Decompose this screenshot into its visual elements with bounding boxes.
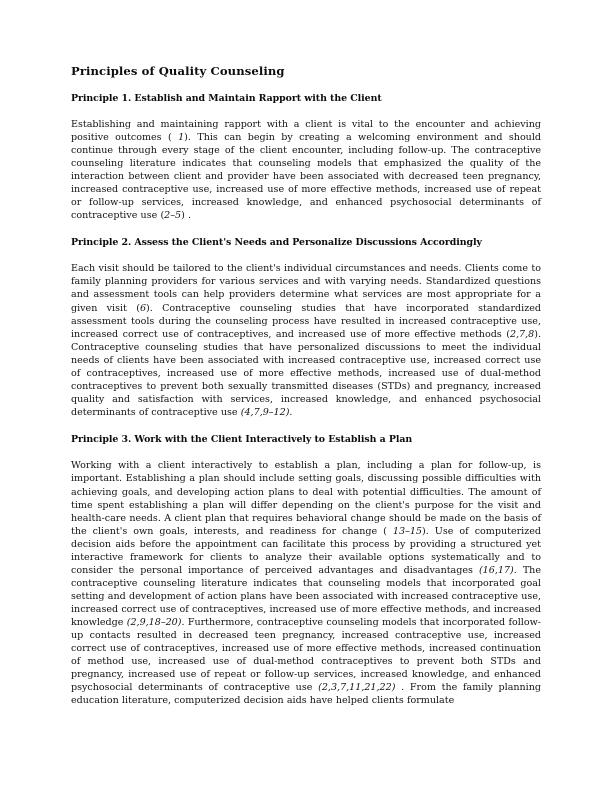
page-content [71,64,541,707]
citation-reference: 1 [178,131,185,143]
citation-reference: (16,17) [478,564,514,576]
citation-reference: 2,7,8 [509,328,535,340]
section-heading-principle-2: Principle 2. Assess the Client's Needs and Personalize Discussions Accordingly [71,237,482,249]
section-heading-principle-3: Principle 3. Work with the Client Interactively to Establish a Plan [71,434,413,446]
section-paragraph-principle-2: Each visit should be tailored to the client's individual circumstances and needs. Clients come to family planning providers for various services and with varying needs. Standardized questions and assessment tools can help providers determine what services are most appropriate for a given visit (6). Contraceptive counseling studies that have incorporated standardized assessment tools during the counseling process have resulted in increased contraceptive use, increased correct use of contraceptives, and increased use of more effective methods (2,7,8). Contraceptive counseling studies that have personalized discussions to meet the individual needs of clients have been associated with increased contraceptive use, increased correct use of contraceptives, increased use of more effective methods, increased use of dual-method contraceptives to prevent both sexually transmitted diseases (STDs) and pregnancy, increased quality and satisfaction with services, increased knowledge, and enhanced psychosocial determinants of contraceptive use (4,7,9–12). [71,263,542,418]
citation-reference: (4,7,9–12) [240,406,290,418]
section-paragraph-principle-3: Working with a client interactively to establish a plan, including a plan for follow-up, is important. Establishing a plan should include setting goals, discussing possible difficulties with achieving goals, and developing action plans to deal with potential difficulties. The amount of time spent establishing a plan will differ depending on the client's purpose for the visit and health-care needs. A client plan that requires behavioral change should be made on the basis of the client's own goals, interests, and readiness for change ( 13–15). Use of computerized decision aids before the appointment can facilitate this process by providing a structured yet interactive framework for clients to analyze their available options systematically and to consider the personal importance of perceived advantages and disadvantages (16,17). The contraceptive counseling literature indicates that counseling models that incorporated goal setting and development of action plans have been associated with increased contraceptive use, increased correct use of contraceptives, increased use of more effective methods, and increased knowledge (2,9,18–20). Furthermore, contraceptive counseling models that incorporated follow-up contacts resulted in decreased teen pregnancy, increased contraceptive use, increased correct use of contraceptives, increased use of more effective methods, increased continuation of method use, increased use of dual-method contraceptives to prevent both STDs and pregnancy, increased use of repeat or follow-up services, increased knowledge, and enhanced psychosocial determinants of contraceptive use (2,3,7,11,21,22) . From the family planning education literature, computerized decision aids have helped clients formulate [71,460,541,707]
citation-reference: 2–5 [164,209,182,221]
citation-reference: (2,3,7,11,21,22) [318,682,396,694]
page-title: Principles of Quality Counseling [71,64,285,78]
citation-reference: 13–15 [392,525,422,537]
citation-reference: 6 [139,302,147,314]
section-heading-principle-1: Principle 1. Establish and Maintain Rapport with the Client [71,92,382,104]
citation-reference: (2,9,18–20) [126,617,182,628]
section-paragraph-principle-1: Establishing and maintaining rapport with a client is vital to the encounter and achieving positive outcomes ( 1). This can begin by creating a welcoming environment and should continue through every stage of the client encounter, including follow-up. The contraceptive counseling literature indicates that counseling models that emphasized the quality of the interaction between client and provider have been associated with decreased teen pregnancy, increased contraceptive use, increased use of more effective methods, increased use of repeat or follow-up services, increased knowledge, and enhanced psychosocial determinants of contraceptive use (2–5) . [71,118,541,221]
